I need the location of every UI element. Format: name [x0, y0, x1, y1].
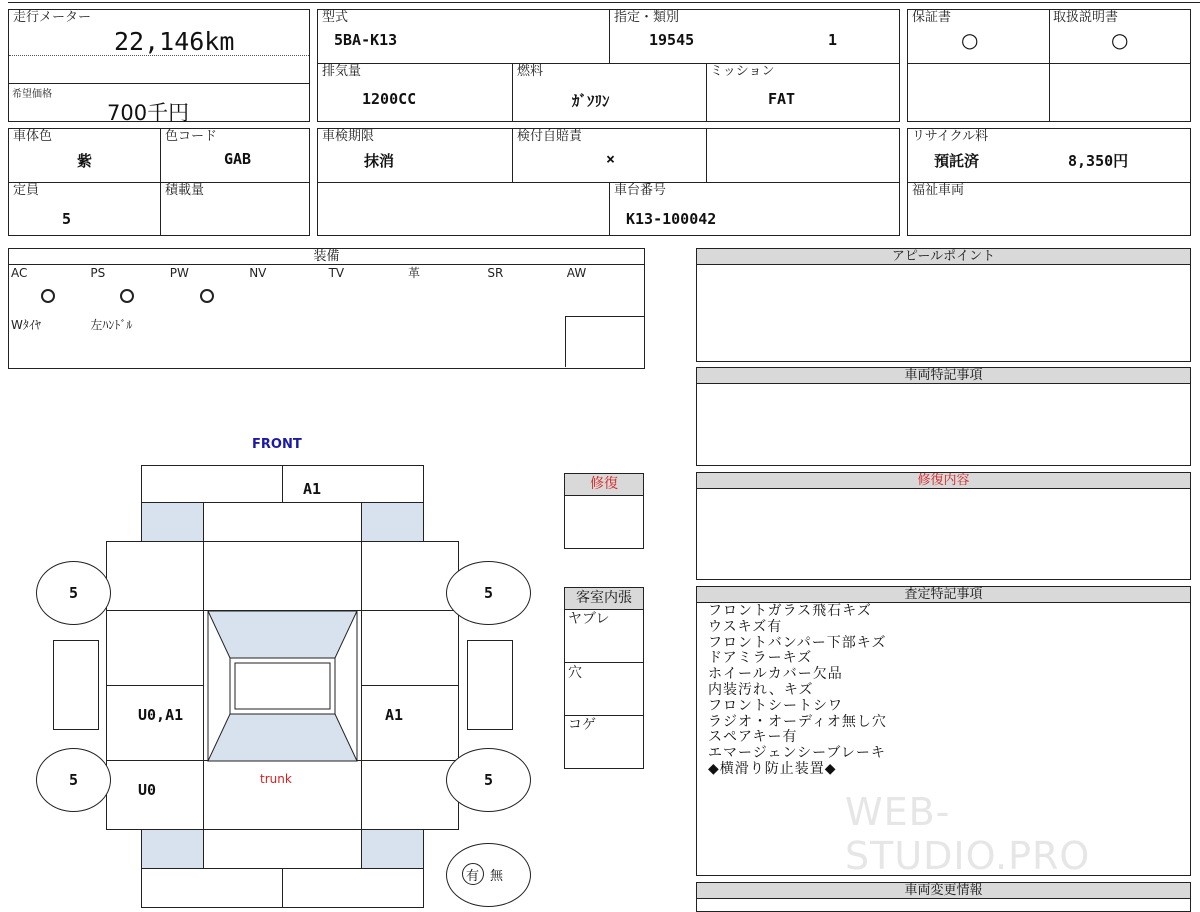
divider: [9, 182, 309, 183]
divider: [908, 63, 1190, 64]
equip-label: TV: [328, 266, 345, 280]
divider: [282, 465, 283, 503]
model-box: [317, 9, 900, 122]
tire-front-left: 5: [36, 561, 111, 625]
trunk-label: trunk: [260, 772, 292, 786]
special-notes-title: 車両特記事項: [697, 368, 1190, 384]
hood-top: [203, 502, 362, 542]
assessment-note: ◆横滑り防止装置◆: [708, 760, 837, 777]
hood: [203, 541, 362, 611]
assessment-note: エマージェンシーブレーキ: [708, 745, 886, 762]
interior-item-hole: 穴: [568, 665, 582, 681]
equipment-table: [8, 248, 645, 369]
divider: [609, 182, 610, 235]
spare-tire: [446, 843, 531, 907]
assessment-panel: [696, 586, 1191, 876]
warranty-box: [907, 9, 1191, 122]
assessment-note: ラジオ・オーディオ無し穴: [708, 713, 887, 730]
divider: [282, 868, 283, 908]
divider: [318, 63, 899, 64]
equip-cell-AW: [565, 265, 645, 317]
recycle-box: [907, 128, 1191, 236]
chassis-label: 車台番号: [614, 183, 667, 198]
interior-table: [564, 587, 644, 769]
manual-value: ○: [1111, 28, 1129, 52]
warranty-label: 保証書: [912, 10, 952, 25]
displacement-label: 排気量: [322, 64, 362, 79]
right-door-damage-code: A1: [385, 706, 404, 724]
model-label: 型式: [322, 10, 349, 25]
price-value: 700千円: [107, 101, 190, 125]
roof-glass: [200, 606, 365, 766]
fuel-label: 燃料: [517, 64, 544, 79]
assessment-note: フロントシートシワ: [708, 697, 843, 714]
capacity-label: 定員: [13, 183, 40, 198]
repair-content-title: 修復内容: [697, 473, 1190, 489]
equip-label: 左ﾊﾝﾄﾞﾙ: [90, 318, 133, 332]
capacity-value: 5: [62, 210, 72, 228]
equip-cell-row2: [168, 316, 248, 367]
assessment-note: フロントバンパー下部キズ: [708, 634, 887, 651]
recycle-label: リサイクル料: [912, 129, 989, 144]
right-mirror: [467, 640, 513, 730]
tire-front-right: 5: [446, 561, 531, 625]
color-box: [8, 128, 310, 236]
insurance-label: 検付自賠責: [517, 129, 583, 144]
rear-right-fender: [361, 829, 424, 869]
mileage-value: 22,146km: [114, 27, 235, 56]
car-diagram: [0, 430, 560, 900]
body-left-front: [106, 541, 204, 611]
recycle-status: 預託済: [934, 152, 980, 170]
tire-rear-left: 5: [36, 748, 111, 812]
price-label: 希望価格: [12, 89, 52, 100]
inspection-label: 車検期限: [322, 129, 375, 144]
rear-top: [203, 829, 362, 869]
divider: [706, 129, 707, 182]
spare-yes: 有: [466, 869, 480, 884]
equip-cell-row2: [247, 316, 327, 367]
equipment-grid: [9, 265, 644, 368]
equip-cell-NV: [247, 265, 327, 317]
designation-label: 指定・類別: [614, 10, 680, 25]
interior-item-tear: ヤブレ: [568, 611, 610, 627]
hood-damage-code: A1: [303, 480, 322, 498]
divider: [9, 83, 309, 84]
load-label: 積載量: [165, 183, 205, 198]
watermark: WEB-STUDIO.PRO: [845, 790, 1091, 878]
divider: [565, 715, 643, 716]
divider: [512, 63, 513, 121]
divider: [512, 129, 513, 182]
assessment-note: ウスキズ有: [708, 618, 783, 635]
divider: [565, 662, 643, 663]
spare-no: 無: [490, 869, 504, 884]
equipment-title: 装備: [9, 249, 644, 265]
equip-cell-row2: [406, 316, 486, 367]
equip-cell-AC: [9, 265, 89, 317]
appeal-panel: [696, 248, 1191, 362]
assessment-note: ドアミラーキズ: [708, 650, 813, 667]
change-info-title: 車両変更情報: [697, 883, 1190, 899]
special-notes-panel: [696, 367, 1191, 466]
right-quarter: [361, 760, 459, 830]
divider: [609, 10, 610, 63]
equip-label: Wﾀｲﾔ: [11, 318, 41, 332]
equip-on-mark: [41, 289, 55, 303]
equip-label: NV: [249, 266, 267, 280]
equip-cell-PS: [88, 265, 168, 317]
designation-value-1: 19545: [649, 31, 695, 49]
left-rear-damage-code: U0: [138, 781, 157, 799]
assessment-note: ホイールカバー欠品: [708, 666, 843, 683]
assessment-note: スペアキー有: [708, 729, 798, 746]
trunk-area: [203, 760, 362, 830]
equip-cell-row2: [88, 316, 168, 367]
model-value: 5BA-K13: [334, 31, 398, 49]
equip-label: PW: [169, 266, 189, 280]
color-value: 紫: [77, 152, 93, 170]
designation-value-2: 1: [828, 31, 838, 49]
fuel-value: ｶﾞｿﾘﾝ: [572, 92, 610, 110]
rear-left-fender: [141, 829, 204, 869]
interior-title: 客室内張: [565, 588, 643, 610]
equip-label: AW: [566, 266, 587, 280]
equip-cell-革: [406, 265, 486, 317]
assessment-note: 内装汚れ、キズ: [708, 681, 814, 698]
equip-on-mark: [120, 289, 134, 303]
repair-title: 修復: [565, 474, 643, 496]
right-front-door: [361, 610, 459, 686]
front-label: FRONT: [252, 437, 302, 452]
inspection-box: [317, 128, 900, 236]
equip-cell-PW: [168, 265, 248, 317]
repair-table: [564, 473, 644, 549]
equip-cell-row2: [485, 316, 565, 367]
change-info-panel: [696, 882, 1191, 912]
interior-item-burn: コゲ: [568, 717, 596, 733]
right-rear-door: [361, 685, 459, 761]
color-label: 車体色: [13, 129, 53, 144]
mileage-price-box: [8, 9, 310, 125]
assessment-note: フロントガラス飛石キズ: [708, 603, 872, 619]
chassis-value: K13-100042: [626, 210, 717, 228]
tire-rear-right: 5: [446, 748, 531, 812]
equip-cell-SR: [485, 265, 565, 317]
equip-on-mark: [200, 289, 214, 303]
inspection-value: 抹消: [364, 152, 395, 170]
dotted-divider: [9, 55, 309, 56]
welfare-label: 福祉車両: [912, 183, 965, 198]
top-border: [8, 2, 1200, 3]
left-mirror: [53, 640, 99, 730]
transmission-label: ミッション: [710, 64, 775, 79]
front-left-fender: [141, 502, 204, 542]
displacement-value: 1200CC: [362, 90, 417, 108]
front-right-fender: [361, 502, 424, 542]
left-door-damage-code: U0,A1: [138, 706, 184, 724]
equip-label: 革: [408, 266, 421, 280]
left-front-door: [106, 610, 204, 686]
color-code-label: 色コード: [165, 129, 218, 144]
manual-label: 取扱説明書: [1053, 10, 1119, 25]
mileage-label: 走行メーター: [13, 10, 92, 25]
equip-label: SR: [487, 266, 504, 280]
equip-cell-row2: [9, 316, 89, 367]
insurance-value: ×: [606, 150, 616, 168]
warranty-value: ○: [961, 28, 979, 52]
divider: [160, 129, 161, 235]
body-right-front: [361, 541, 459, 611]
equip-label: AC: [11, 266, 28, 280]
transmission-value: FAT: [768, 90, 796, 108]
divider: [706, 63, 707, 121]
equip-cell-TV: [327, 265, 407, 317]
divider: [1049, 10, 1050, 121]
equip-label: PS: [90, 266, 106, 280]
color-code-value: GAB: [224, 150, 252, 168]
equip-cell-row2: [327, 316, 407, 367]
recycle-amount: 8,350円: [1068, 152, 1129, 170]
assessment-notes: [708, 604, 887, 778]
appeal-title: アピールポイント: [697, 249, 1190, 265]
repair-content-panel: [696, 472, 1191, 580]
assessment-title: 査定特記事項: [697, 587, 1190, 603]
